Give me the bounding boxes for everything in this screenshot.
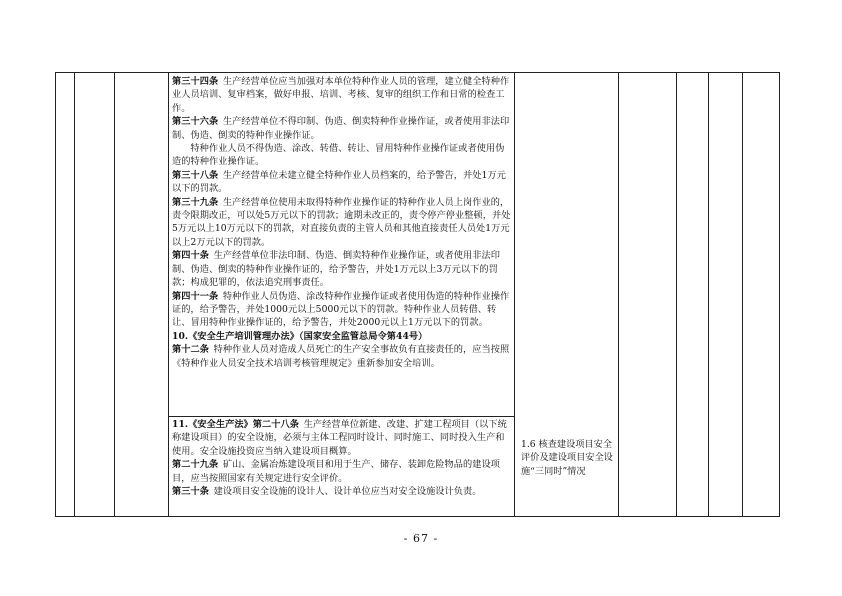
law-article <box>172 75 512 115</box>
page-number: - 67 - <box>403 532 439 545</box>
article-heading: 第二十九条 <box>172 459 219 471</box>
article-text: 生产经营单位使用未取得特种作业操作证的特种作业人员上岗作业的，责令限期改正，可以处5万元以下的罚款；逾期未改正的，责令停产停业整顿，并处5万元以上10万元以下的罚款，对直接负责的主管人员和其他直接责任人员处1万元以上2万元以下的罚款。 <box>172 196 511 248</box>
col-divider <box>514 73 515 516</box>
article-text: 特种作业人员不得伪造、涂改、转借、转让、冒用特种作业操作证或者使用伪造的特种作业操作证。 <box>172 143 505 168</box>
law-article <box>172 458 512 485</box>
law-article <box>172 290 512 330</box>
article-text: 矿山、金属冶炼建设项目和用于生产、储存、装卸危险物品的建设项目，应当按照国家有关规定进行安全评价。 <box>172 459 500 484</box>
article-text: 生产经营单位未建立健全特种作业人员档案的，给予警告，并处1万元以下的罚款。 <box>172 169 506 195</box>
law-article <box>172 196 512 250</box>
col-divider <box>708 73 709 516</box>
law-article <box>172 115 512 142</box>
law-article <box>172 330 512 343</box>
law-article <box>172 343 512 370</box>
col-divider <box>676 73 677 516</box>
law-text-block-1 <box>172 75 512 370</box>
law-article <box>172 485 512 498</box>
article-heading: 第四十一条 <box>172 290 219 302</box>
article-heading: 第三十六条 <box>172 116 219 128</box>
article-heading: 第三十八条 <box>172 169 219 181</box>
law-article <box>172 418 512 458</box>
article-heading: 11.《安全生产法》第二十八条 <box>172 419 299 430</box>
article-text: 生产经营单位应当加强对本单位特种作业人员的管理，建立健全特种作业人员培训、复审档案，做好申报、培训、考核、复审的组织工作和日常的检查工作。 <box>172 76 510 114</box>
law-article <box>172 169 512 196</box>
col-divider <box>168 73 169 516</box>
article-text: 生产经营单位不得印制、伪造、倒卖特种作业操作证，或者使用非法印制、伪造、倒卖的特种作业操作证。 <box>172 116 510 141</box>
law-text-block-2 <box>172 418 512 498</box>
article-text: 生产经营单位新建、改建、扩建工程项目（以下统称建设项目）的安全设施，必须与主体工程同时设计、同时施工、同时投入生产和使用。安全设施投资应当纳入建设项目概算。 <box>172 419 507 457</box>
col-divider <box>74 73 75 516</box>
regulation-table <box>55 72 780 517</box>
article-text: 生产经营单位非法印制、伪造、倒卖特种作业操作证，或者使用非法印制、伪造、倒卖的特种作业操作证的，给予警告，并处1万元以上3万元以下的罚款；构成犯罪的，依法追究刑事责任。 <box>172 250 500 289</box>
col-divider <box>742 73 743 516</box>
article-text: 特种作业人员伪造、涂改特种作业操作证或者使用伪造的特种作业操作证的，给予警告，并处1000元以上5000元以下的罚款。特种作业人员转借、转让、冒用特种作业操作证的，给予警告，并处2000元以上1万元以下的罚款。 <box>172 290 510 329</box>
law-article <box>172 249 512 289</box>
article-heading: 第三十四条 <box>172 76 219 87</box>
col-divider <box>114 73 115 516</box>
article-heading: 第十二条 <box>172 344 209 356</box>
col-divider <box>618 73 619 516</box>
article-text: 特种作业人员对造成人员死亡的生产安全事故负有直接责任的，应当按照《特种作业人员安全技术培训考核管理规定》重新参加安全培训。 <box>172 344 510 369</box>
law-article <box>172 142 512 169</box>
article-heading: 第三十条 <box>172 486 209 498</box>
article-heading: 10.《安全生产培训管理办法》（国家安全监管总局令第44号） <box>172 330 428 342</box>
article-heading: 第四十条 <box>172 250 209 262</box>
article-heading: 第三十九条 <box>172 196 219 208</box>
check-item-text: 1.6 核查建设项目安全评价及建设项目安全设施“三同时”情况 <box>521 439 613 477</box>
article-text: 建设项目安全设施的设计人、设计单位应当对安全设施设计负责。 <box>213 486 482 498</box>
row-divider <box>168 416 514 417</box>
